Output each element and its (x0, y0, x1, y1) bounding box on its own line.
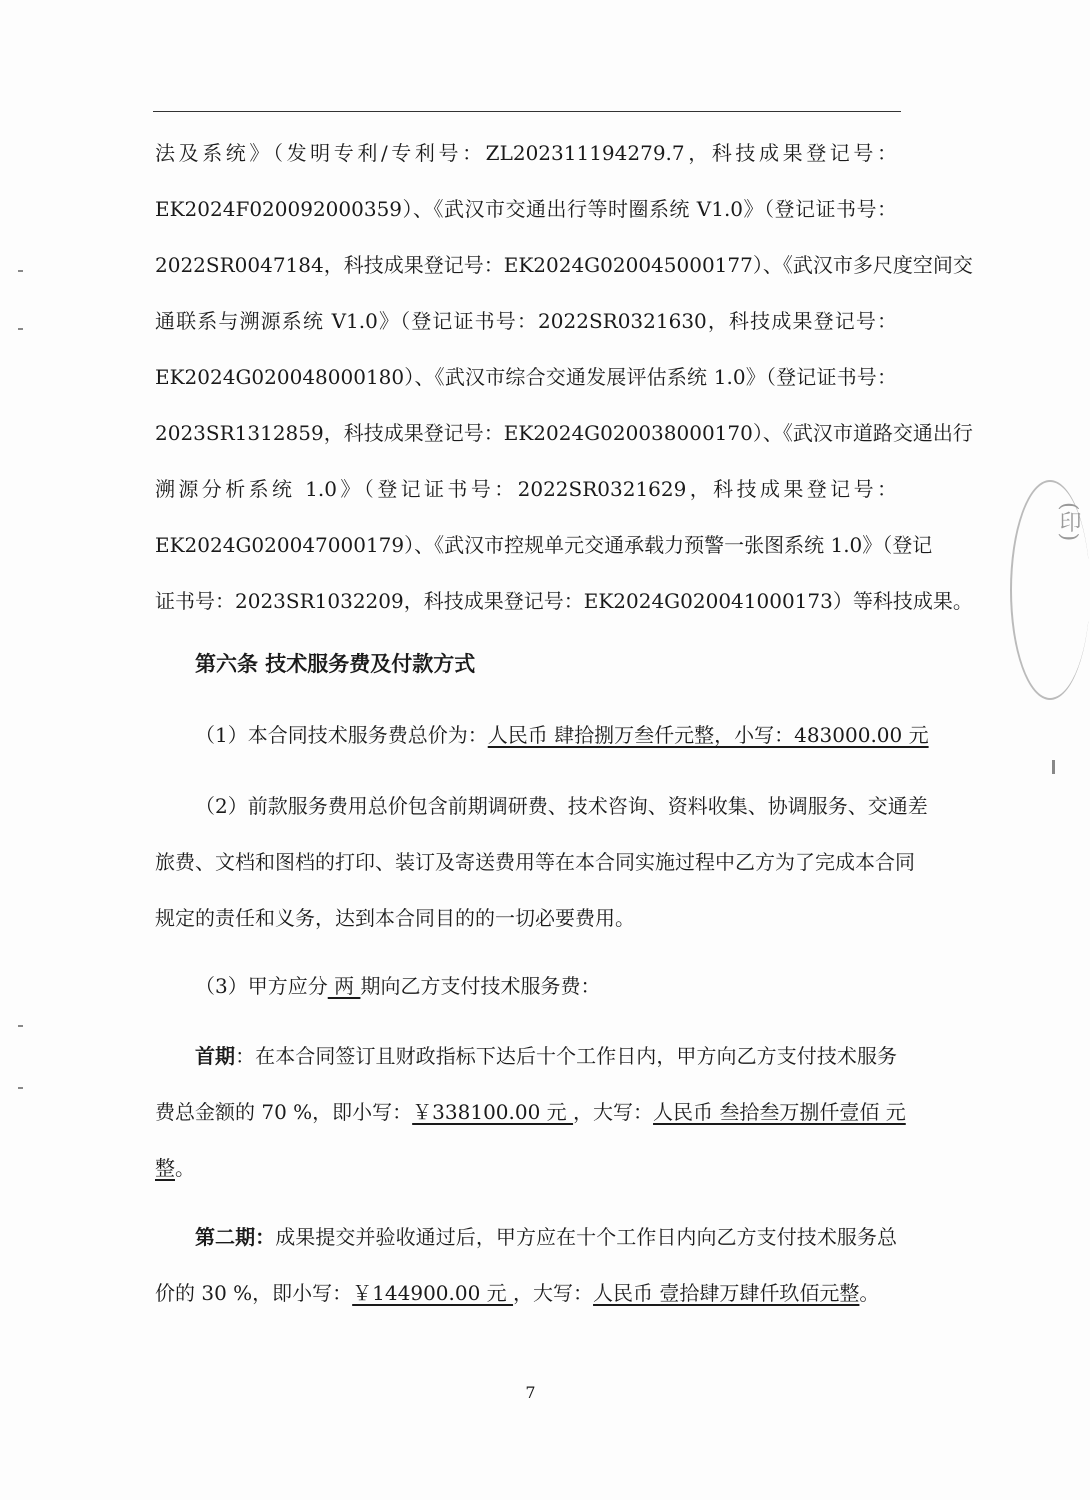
first-payment-ratio: 费总金额的 70 %，即小写： (155, 1100, 413, 1124)
text-line: 法及系统》（发明专利/专利号：ZL202311194279.7，科技成果登记号： (155, 141, 897, 165)
scan-mark (18, 1025, 23, 1027)
seal-stamp: (印) (1010, 480, 1090, 700)
first-payment-line-1 (195, 1041, 897, 1071)
item-3-suffix: 期向乙方支付技术服务费： (360, 974, 601, 998)
second-payment-ratio: 价的 30 %，即小写： (155, 1281, 353, 1305)
text-line: 2023SR1312859，科技成果登记号：EK2024G020038000170）、《武汉市道路交通出行 (155, 421, 973, 445)
scan-mark (1052, 760, 1055, 774)
second-payment-small: ￥144900.00 元 (352, 1281, 514, 1305)
text-line: 溯源分析系统 1.0》（登记证书号：2022SR0321629，科技成果登记号： (155, 477, 897, 501)
scan-mark (18, 1087, 23, 1089)
text-line: 2022SR0047184，科技成果登记号：EK2024G020045000177）、《武汉市多尺度空间交 (155, 253, 973, 277)
first-payment-label: 首期 (195, 1044, 236, 1068)
item-2-line: 规定的责任和义务，达到本合同目的的一切必要费用。 (155, 906, 635, 930)
item-1 (195, 720, 929, 750)
page-number: 7 (525, 1383, 536, 1402)
first-payment-big-label: ，大写： (573, 1100, 654, 1124)
second-payment-period: 。 (859, 1281, 880, 1305)
item-2-line: 旅费、文档和图档的打印、装订及寄送费用等在本合同实施过程中乙方为了完成本合同 (155, 850, 915, 874)
header-rule (153, 111, 901, 112)
item-1-prefix: （1）本合同技术服务费总价为： (195, 723, 488, 747)
first-payment-line-3 (155, 1153, 897, 1183)
text-line: 证书号：2023SR1032209，科技成果登记号：EK2024G020041000173）等科技成果。 (155, 589, 973, 613)
second-payment-label: 第二期： (195, 1225, 276, 1249)
first-payment-period: 。 (175, 1156, 195, 1180)
total-amount: 人民币 肆拾捌万叁仟元整，小写：483000.00 元 (487, 723, 929, 747)
installment-count: 两 (327, 974, 361, 998)
first-payment-small: ￥338100.00 元 (412, 1100, 574, 1124)
second-payment-line-2 (155, 1278, 897, 1308)
article-6-title: 第六条 技术服务费及付款方式 (195, 652, 476, 676)
item-3 (195, 971, 897, 1001)
second-payment-big-label: ，大写： (513, 1281, 594, 1305)
text-line: EK2024G020048000180）、《武汉市综合交通发展评估系统 1.0》（登记证书号： (155, 365, 897, 389)
first-payment-big: 人民币 叁拾叁万捌仟壹佰 元 (653, 1100, 906, 1124)
second-payment-line-1 (195, 1222, 897, 1252)
text-line: EK2024F020092000359）、《武汉市交通出行等时圈系统 V1.0》（登记证书号： (155, 197, 897, 221)
text-line: 通联系与溯源系统 V1.0》（登记证书号：2022SR0321630，科技成果登记号： (155, 309, 897, 333)
first-payment-text: ：在本合同签订且财政指标下达后十个工作日内，甲方向乙方支付技术服务 (235, 1044, 898, 1068)
scan-mark (18, 328, 23, 330)
first-payment-line-2 (155, 1097, 906, 1127)
first-payment-end: 整 (155, 1156, 175, 1180)
second-payment-text: 成果提交并验收通过后，甲方应在十个工作日内向乙方支付技术服务总 (275, 1225, 898, 1249)
second-payment-big: 人民币 壹拾肆万肆仟玖佰元整 (593, 1281, 860, 1305)
scan-mark (18, 270, 23, 272)
text-line: EK2024G020047000179）、《武汉市控规单元交通承载力预警一张图系统 1.0》（登记 (155, 533, 933, 557)
item-3-prefix: （3）甲方应分 (195, 974, 328, 998)
item-2-line: （2）前款服务费用总价包含前期调研费、技术咨询、资料收集、协调服务、交通差 (195, 794, 928, 818)
